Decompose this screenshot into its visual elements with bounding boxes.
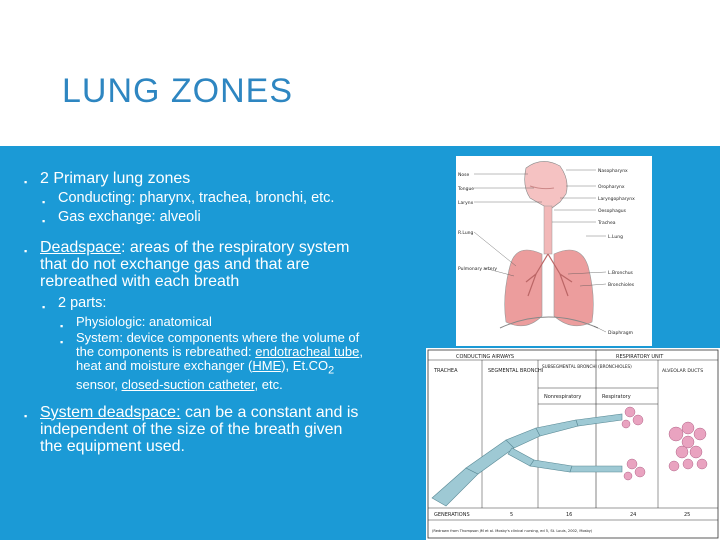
- generation-value: 25: [684, 512, 691, 518]
- bullet-system: [22, 331, 367, 392]
- label-right: L.Lung: [608, 235, 623, 240]
- figure: [426, 154, 720, 540]
- bullet-text: Physiologic: anatomical: [76, 314, 212, 329]
- bullet-icon: ▪: [24, 246, 28, 256]
- bullet-text: 2 parts:: [58, 295, 107, 311]
- endotracheal-tube-link[interactable]: endotracheal tube: [255, 344, 360, 359]
- figure-header: RESPIRATORY UNIT: [616, 354, 664, 360]
- label-right: Diaphragm: [608, 331, 634, 336]
- airway-table-illustration: [426, 348, 720, 540]
- bullet-icon: ▪: [60, 321, 64, 331]
- label-right: Oesophagus: [598, 209, 626, 214]
- bullet-text: ), Et.CO: [281, 358, 329, 373]
- figure-caption: (Redrawn from Thompson JM et al. Mosby's clinical nursing, ed 5, St. Louis, 2002, Mosby): [432, 529, 593, 533]
- label-left: Larynx: [458, 201, 474, 206]
- bullet-deadspace: [22, 239, 367, 290]
- figure-column: ALVEOLAR DUCTS: [662, 369, 704, 374]
- bullet-gas-exchange: [22, 210, 367, 225]
- anatomy-illustration: [456, 156, 652, 346]
- bullet-text: can be a constant and is independent of the size of the breath given the equipment used.: [40, 403, 359, 455]
- label-bottom: Pulmonary artery: [458, 267, 498, 272]
- generation-value: 24: [630, 512, 637, 518]
- bullet-icon: ▪: [42, 302, 46, 312]
- bullet-icon: ▪: [42, 197, 46, 207]
- bullet-system-deadspace: [22, 404, 367, 455]
- label-right: L.Bronchus: [608, 271, 633, 276]
- bullet-text: sensor,: [76, 376, 122, 392]
- bullet-text: 2 Primary lung zones: [40, 170, 191, 187]
- deadspace-link[interactable]: Deadspace: [40, 239, 121, 256]
- bullet-icon: ▪: [60, 337, 64, 347]
- bullet-icon: ▪: [42, 216, 46, 226]
- title-band: [0, 14, 720, 146]
- top-band: [0, 0, 720, 14]
- bullet-list: [22, 170, 367, 459]
- bullet-conducting: [22, 191, 367, 206]
- figure-header: CONDUCTING AIRWAYS: [456, 354, 514, 360]
- bullet-text: System: device components where the volume of the components is rebreathed:: [76, 330, 360, 359]
- bullet-icon: ▪: [24, 177, 28, 187]
- bullet-text: , heat and moisture exchanger (: [76, 344, 363, 373]
- bullet-text: : areas of the respiratory system that do not exchange gas and that are rebreathed with each breath: [40, 239, 350, 290]
- label-right: Oropharynx: [598, 185, 625, 190]
- bullet-primary-zones: [22, 170, 367, 187]
- airway-generations-figure: [426, 348, 720, 540]
- label-right: Nasopharynx: [598, 169, 628, 174]
- slide-title: LUNG ZONES: [62, 72, 294, 110]
- bullet-physiologic: [22, 315, 367, 329]
- figure-subcolumn: Nonrespiratory: [544, 394, 582, 400]
- system-deadspace-link[interactable]: System deadspace:: [40, 403, 181, 421]
- label-left: Tongue: [458, 187, 475, 192]
- figure-column: SEGMENTAL BRONCHI: [488, 368, 544, 374]
- bullet-text: Gas exchange: alveoli: [58, 209, 201, 225]
- label-left: Nose: [458, 173, 470, 178]
- bullet-two-parts: [22, 296, 367, 311]
- generation-value: 16: [566, 512, 573, 518]
- subscript: 2: [328, 364, 335, 377]
- generation-value: 5: [510, 512, 514, 518]
- label-right: Trachea: [598, 221, 616, 226]
- generations-label: GENERATIONS: [434, 512, 470, 518]
- bullet-icon: ▪: [24, 410, 28, 421]
- hme-link[interactable]: HME: [252, 358, 282, 373]
- content-area: [0, 146, 720, 540]
- closed-suction-catheter-link[interactable]: closed-suction catheter: [121, 376, 255, 392]
- label-right: Bronchioles: [608, 283, 635, 288]
- figure-column: SUBSEGMENTAL BRONCHI (BRONCHIOLES): [542, 364, 632, 369]
- figure-column: TRACHEA: [434, 368, 458, 374]
- label-right: Laryngopharynx: [598, 197, 635, 202]
- figure-subcolumn: Respiratory: [602, 394, 631, 400]
- bullet-text: Conducting: pharynx, trachea, bronchi, etc.: [58, 190, 335, 206]
- bullet-text: , etc.: [254, 376, 283, 392]
- label-left: R.Lung: [458, 231, 474, 236]
- respiratory-anatomy-figure: [456, 156, 652, 346]
